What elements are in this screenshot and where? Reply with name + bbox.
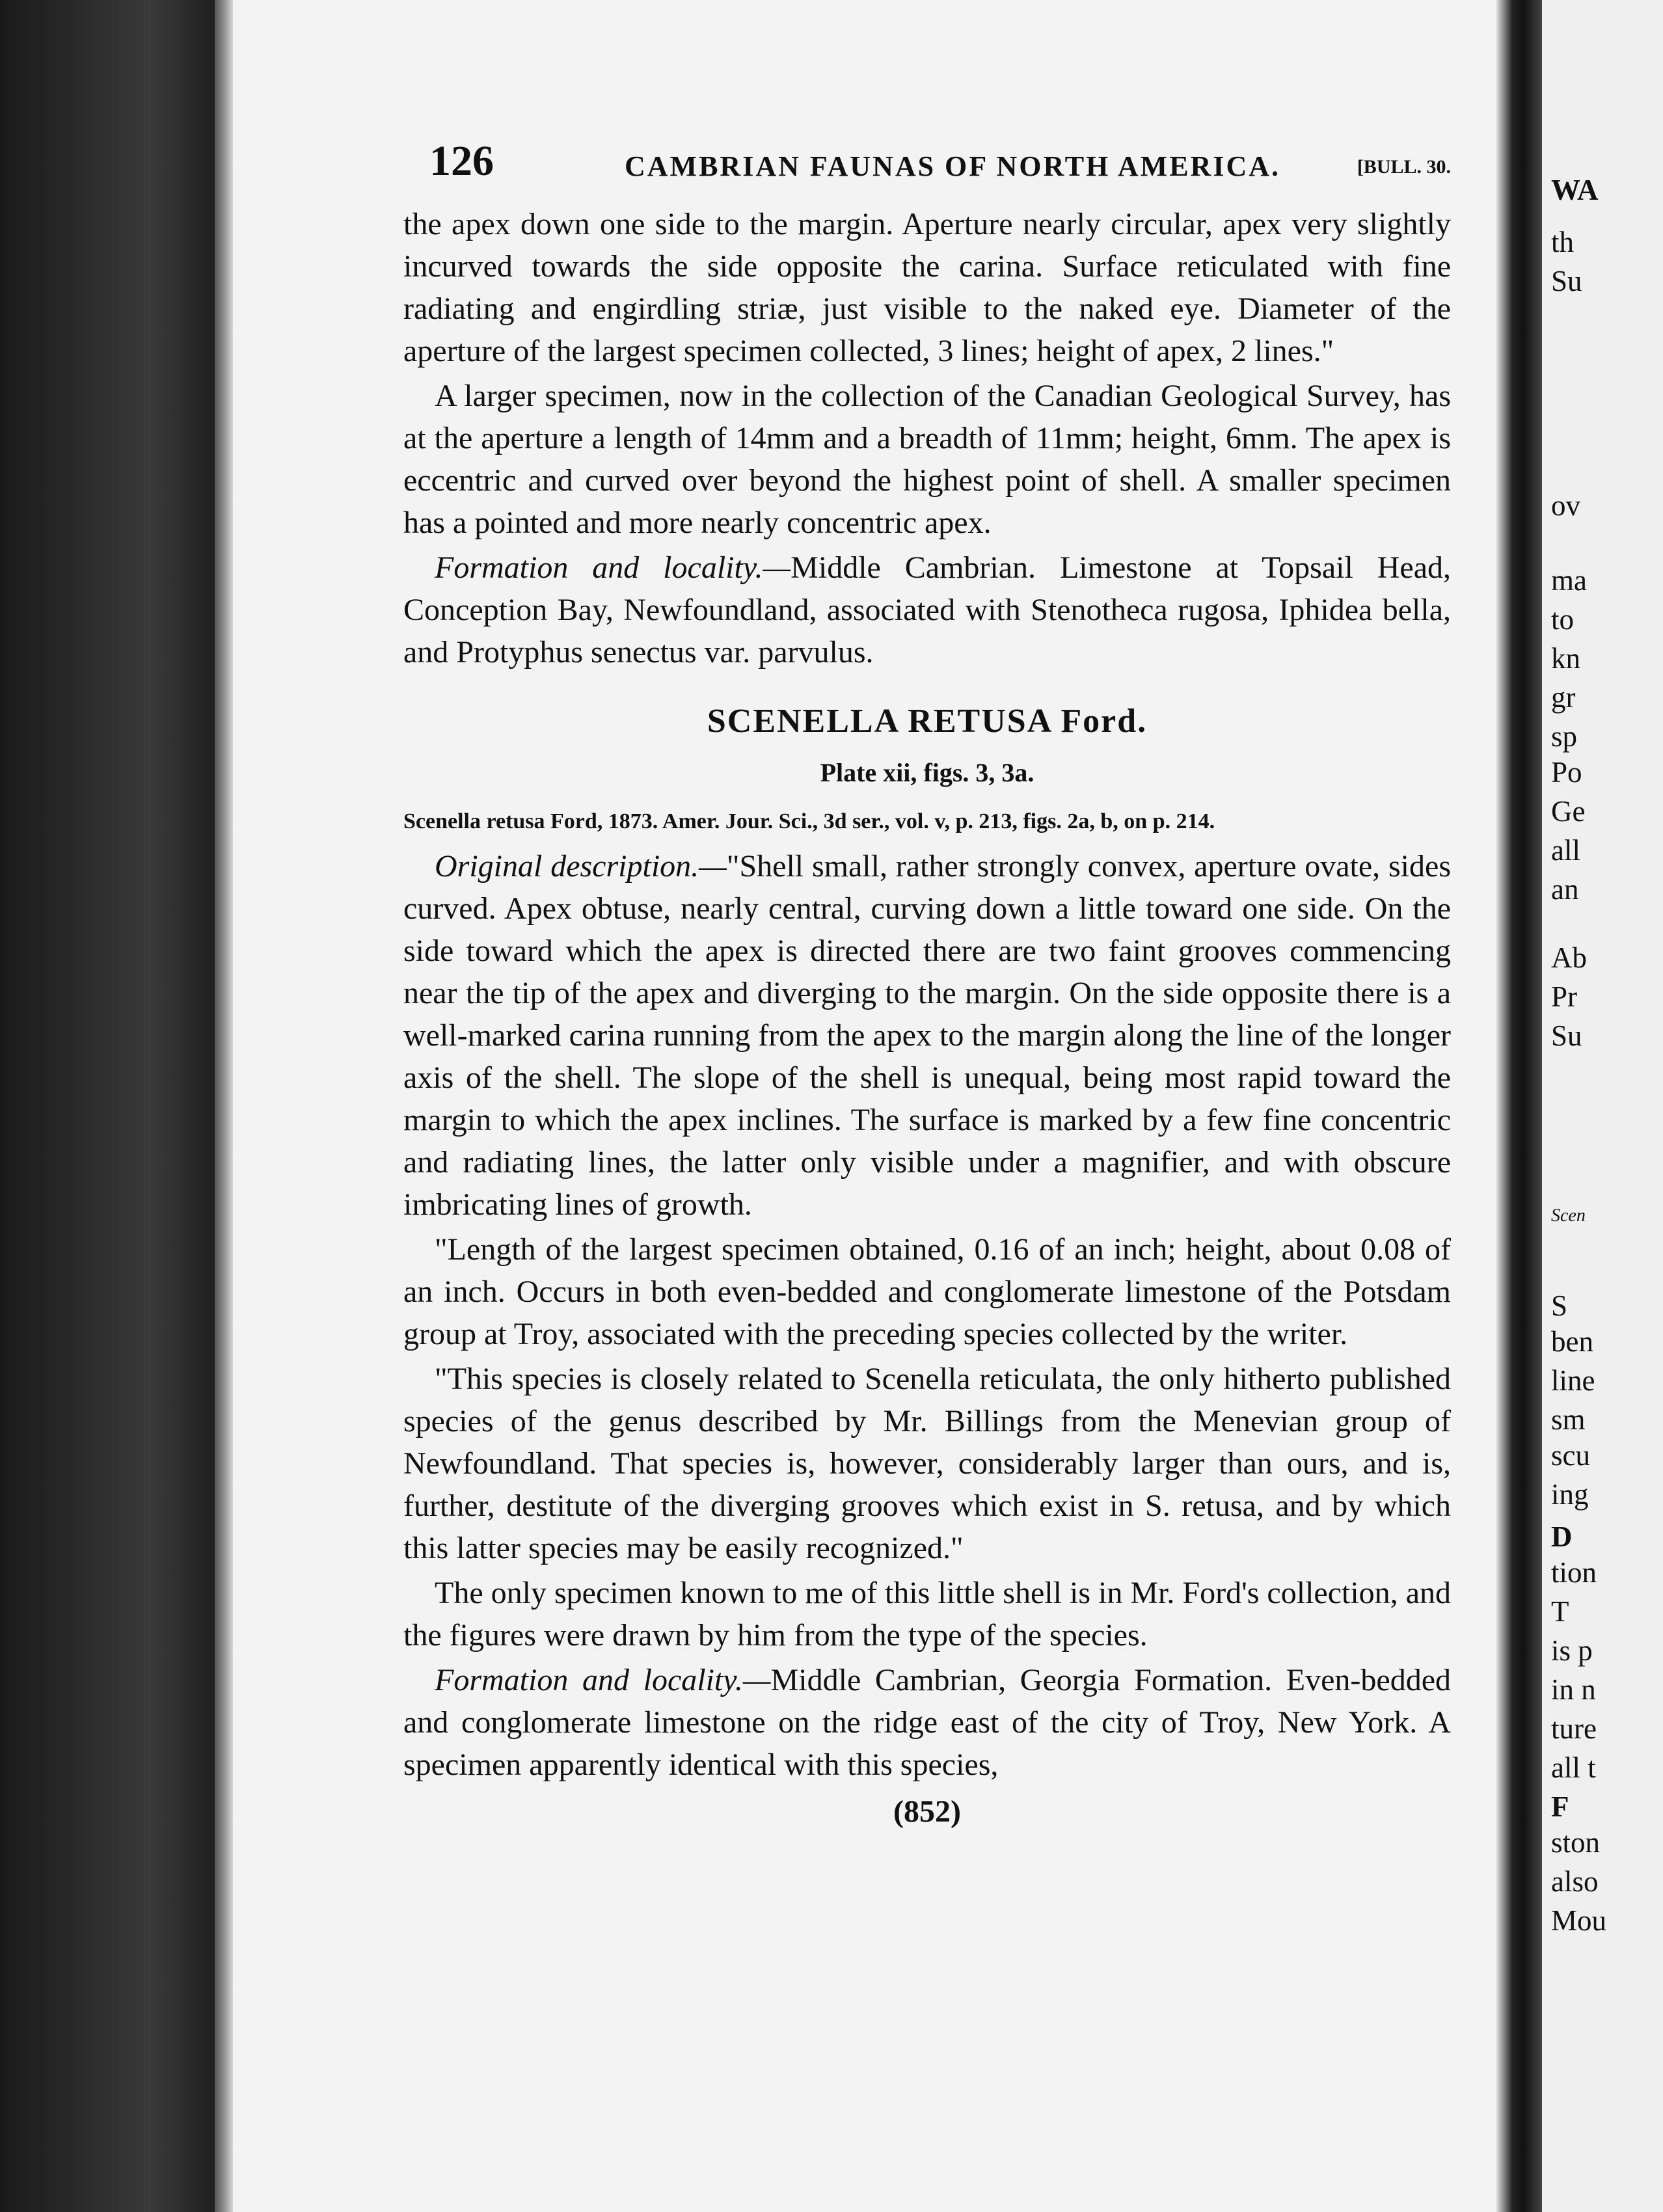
original-description-text: "Shell small, rather strongly convex, aperture ovate, sides curved. Apex obtuse, nearly central, curving down a little toward one side. On the side toward which the apex is directed there are two faint grooves commencing near the tip of the apex and diverging to the margin. On the side opposite there is a well-marked carina running from the apex to the margin along the line of the longer axis of the shell. The slope of the shell is unequal, being most rapid toward the margin to which the apex inclines. The surface is marked by a few fine concentric and radiating lines, the latter only visible under a magnifier, and with obscure imbricating lines of growth. [403,849,1452,1222]
running-title: CAMBRIAN FAUNAS OF NORTH AMERICA. [625,150,1281,182]
next-page-fragment: Pr [1551,980,1578,1013]
next-page-fragment: Su [1551,265,1582,297]
plate-reference: Plate xii, figs. 3, 3a. [820,758,1034,787]
next-page-fragment: ben [1551,1325,1593,1358]
next-page-fragment: T [1551,1595,1569,1628]
next-page-fragment: F [1551,1790,1569,1823]
next-page-fragment: Su [1551,1019,1582,1052]
next-page-fragment: Po [1551,756,1582,789]
next-page-fragment: in n [1551,1673,1596,1706]
page-126 [403,137,1451,2153]
formation-text-1: Middle Cambrian. Limestone at Topsail Head, Conception Bay, Newfoundland, associated with Stenotheca rugosa, Iphidea bella, and Protyphus senectus var. parvulus. [403,550,1451,669]
next-page-fragment: S [1551,1289,1568,1322]
formation-locality-paragraph-2 [403,1659,1451,1786]
next-page-fragment: tion [1551,1556,1597,1589]
next-page-fragment: ture [1551,1712,1597,1745]
formation-locality-paragraph-1 [403,546,1451,673]
next-page-fragment: all [1551,834,1580,867]
next-page-fragment: Mou [1551,1904,1607,1937]
continuation-paragraph: the apex down one side to the margin. Aperture nearly circular, apex very slightly incurved towards the side opposite the carina. Surface reticulated with fine radiating and engirdling striæ, just visible to the naked eye. Diameter of the aperture of the largest specimen collected, 3 lines; height of apex, 2 lines." [403,207,1451,368]
formation-label-2: Formation and locality.— [435,1663,771,1697]
running-head [403,137,1451,189]
next-page-fragment: gr [1551,681,1576,714]
original-description-paragraph [403,845,1451,1226]
next-page-fragment: sm [1551,1403,1586,1436]
synonymy-citation: Scenella retusa Ford, 1873. Amer. Jour. Sci., 3d ser., vol. v, p. 213, figs. 2a, b, on p. 214. [403,809,1215,833]
next-page-fragment: kn [1551,642,1580,675]
only-specimen-paragraph: The only specimen known to me of this little shell is in Mr. Ford's collection, and the figures were drawn by him from the type of the species. [403,1576,1451,1652]
original-description-label: Original description.— [435,849,727,883]
page-edge [215,0,233,2212]
next-page-fragment: is p [1551,1634,1593,1667]
next-page-fragment: ma [1551,564,1587,597]
related-species-paragraph: "This species is closely related to Scenella reticulata, the only hitherto published species of the genus described by Mr. Billings from the Menevian group of Newfoundland. That species is, however, considerably larger than ours, and is, further, destitute of the diverging grooves which exist in S. retusa, and by which this latter species may be easily recognized." [403,1362,1451,1565]
next-page-fragment: Ab [1551,941,1587,974]
next-page-fragment: to [1551,603,1575,636]
next-page-fragment: scu [1551,1439,1590,1472]
formation-label-1: Formation and locality.— [435,550,791,585]
next-page-fragment: D [1551,1520,1573,1553]
next-page-fragment: th [1551,226,1575,258]
length-quote-paragraph: "Length of the largest specimen obtained, 0.16 of an inch; height, about 0.08 of an inch. Occurs in both even-bedded and conglomerate limestone of the Potsdam group at Troy, associated with the preceding species collected by the writer. [403,1232,1451,1351]
next-page-fragment: sp [1551,720,1578,753]
next-page-edge [1542,0,1663,2212]
next-page-fragment: line [1551,1364,1595,1397]
next-page-fragment: Scen [1551,1206,1586,1226]
next-page-fragment: also [1551,1865,1599,1898]
next-page-fragment: an [1551,873,1579,906]
formation-text-2: Middle Cambrian, Georgia Formation. Even-bedded and conglomerate limestone on the ridge east of the city of Troy, New York. A specimen apparently identical with this species, [403,1663,1451,1782]
next-page-fragment: all t [1551,1751,1596,1784]
next-page-fragment: ston [1551,1826,1601,1859]
larger-specimen-paragraph: A larger specimen, now in the collection of the Canadian Geological Survey, has at the aperture a length of 14mm and a breadth of 11mm; height, 6mm. The apex is eccentric and curved over beyond the highest point of shell. A smaller specimen has a pointed and more nearly concentric apex. [403,379,1451,540]
next-page-fragment: ov [1551,489,1580,522]
next-page-fragment: WA [1551,174,1599,206]
next-page-fragment: ing [1551,1478,1589,1511]
book-spine-shadow [0,0,215,2212]
page-footer-reference: (852) [893,1794,961,1829]
next-page-fragment: Ge [1551,795,1586,828]
gutter-shadow [1496,0,1542,2212]
species-heading: SCENELLA RETUSA Ford. [707,703,1148,740]
bulletin-reference: [BULL. 30. [1357,156,1451,178]
page-number: 126 [429,137,494,185]
